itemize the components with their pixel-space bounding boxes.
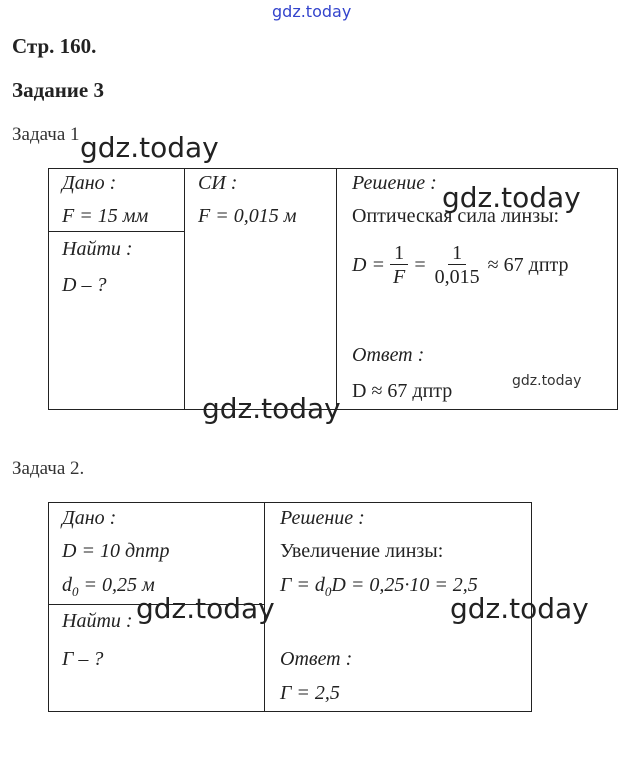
problem1-find-value: D – ?: [62, 274, 107, 296]
problem1-given-label: Дано :: [62, 172, 117, 194]
problem1-solution-label: Решение :: [352, 172, 437, 194]
watermark-3: gdz.today: [512, 373, 582, 389]
watermark-5: gdz.today: [136, 592, 275, 625]
problem1-answer-value: D ≈ 67 дптр: [352, 380, 453, 402]
problem2-solution-label: Решение :: [280, 507, 365, 529]
watermark-6: gdz.today: [450, 592, 589, 625]
problem2-answer-value: Г = 2,5: [280, 682, 340, 704]
problem1-solution-text: Оптическая сила линзы:: [352, 205, 560, 227]
problem1-given-divider: [48, 231, 184, 232]
problem1-divider-2: [336, 168, 337, 409]
problem2-answer-label: Ответ :: [280, 648, 353, 670]
problem2-find-value: Г – ?: [62, 648, 104, 670]
watermark-1: gdz.today: [80, 131, 219, 164]
problem1-find-label: Найти :: [62, 238, 133, 260]
problem2-find-label: Найти :: [62, 610, 133, 632]
watermark-top: gdz.today: [272, 2, 352, 21]
problem2-solution-text: Увеличение линзы:: [280, 540, 444, 562]
fraction-1: $\frac{1}{F}$: [389, 242, 409, 289]
task-title: Задание 3: [12, 78, 104, 102]
problem2-title: Задача 2.: [12, 458, 85, 479]
problem1-si-label: СИ :: [198, 172, 238, 194]
problem1-si-value: F = 0,015 м: [198, 205, 297, 227]
problem1-formula: D = $\frac{1}{F}$ = $\frac{1}{0,015}$ ≈ 67 дптр: [352, 242, 569, 288]
problem2-given-label: Дано :: [62, 507, 117, 529]
fraction-2: $\frac{1}{0,015}$: [434, 242, 480, 288]
page-reference: Стр. 160.: [12, 34, 97, 58]
watermark-2: gdz.today: [442, 181, 581, 214]
watermark-4: gdz.today: [202, 392, 341, 425]
problem1-title: Задача 1: [12, 124, 80, 145]
problem1-divider-1: [184, 168, 185, 409]
problem1-answer-label: Ответ :: [352, 344, 425, 366]
problem2-given-value-2: $d_0 = 0,25$ м: [62, 574, 155, 599]
problem1-given-value: F = 15 мм: [62, 205, 149, 227]
problem2-given-value-1: D = 10 дптр: [62, 540, 170, 562]
problem2-formula: $Г = d_0D = 0,25\cdot 10 = 2,5$: [280, 574, 478, 599]
